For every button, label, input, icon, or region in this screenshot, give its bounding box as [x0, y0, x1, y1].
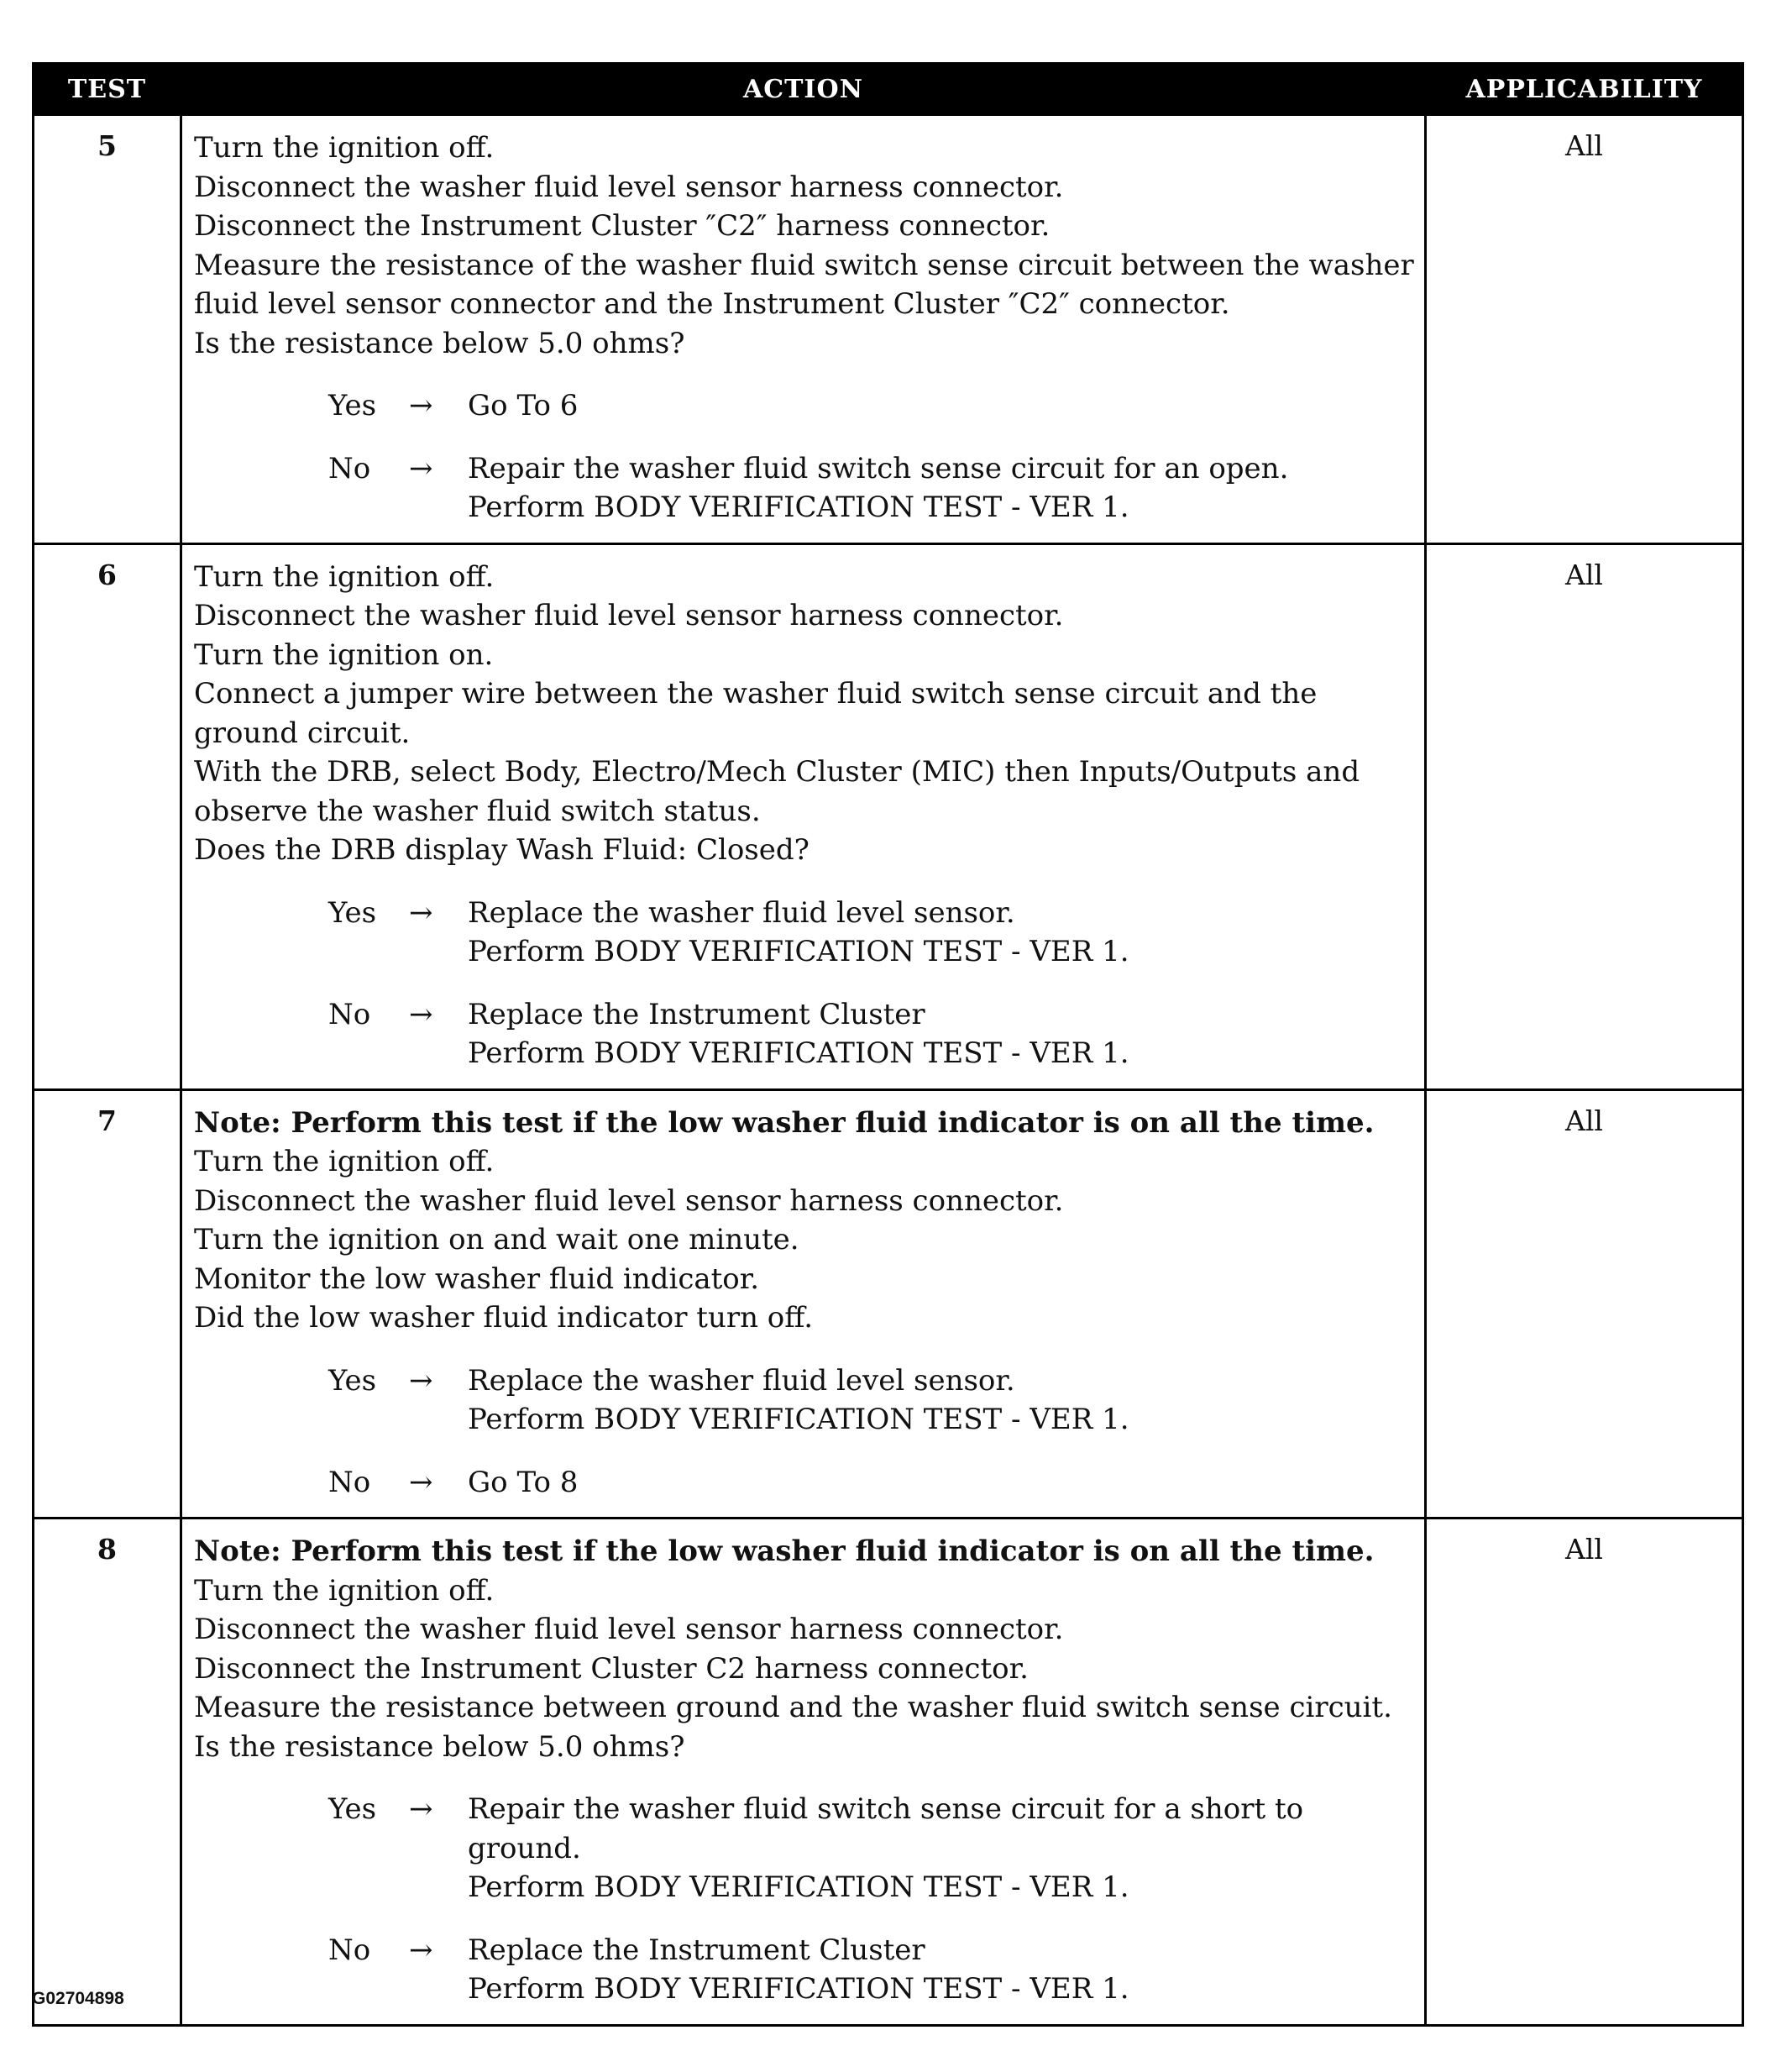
no-outcome — [468, 1463, 1417, 1503]
yes-result — [328, 1790, 1417, 1907]
no-result — [328, 1463, 1417, 1503]
applicability-value: All — [1426, 543, 1743, 1089]
test-number: 8 — [34, 1519, 181, 2026]
outcome-line: Perform BODY VERIFICATION TEST - VER 1. — [468, 1870, 1129, 1904]
yes-result — [328, 894, 1417, 972]
instruction-line: Disconnect the Instrument Cluster C2 harness connector. — [194, 1651, 1029, 1686]
instruction-line: Turn the ignition on and wait one minute. — [194, 1223, 799, 1256]
instruction-line: Disconnect the washer fluid level sensor harness connector. — [194, 599, 1064, 632]
no-label: No — [328, 1933, 371, 1967]
outcome-line: Replace the washer fluid level sensor. — [468, 895, 1015, 930]
test-number: 5 — [34, 115, 181, 544]
instruction-line: Is the resistance below 5.0 ohms? — [194, 326, 685, 360]
yes-outcome — [468, 1361, 1417, 1440]
arrow-icon: → — [409, 1363, 433, 1398]
table-body — [34, 115, 1743, 2026]
instruction-line: Connect a jumper wire between the washer fluid switch sense circuit and the ground circuit. — [194, 677, 1318, 750]
no-outcome — [468, 449, 1417, 527]
instruction-line: Disconnect the washer fluid level sensor harness connector. — [194, 1613, 1064, 1646]
no-label: No — [328, 451, 371, 485]
arrow-icon: → — [409, 1933, 433, 1967]
table-row — [34, 1089, 1743, 1519]
yes-label: Yes — [328, 389, 377, 422]
test-number: 7 — [34, 1089, 181, 1519]
applicability-value: All — [1426, 1089, 1743, 1519]
outcome-line: Perform BODY VERIFICATION TEST - VER 1. — [468, 490, 1129, 524]
test-table — [32, 62, 1744, 2027]
no-result — [328, 449, 1417, 527]
arrow-icon: → — [409, 451, 433, 485]
instruction-line: Disconnect the washer fluid level sensor harness connector. — [194, 170, 1064, 204]
outcome-line: Replace the Instrument Cluster — [468, 997, 925, 1031]
test-number: 6 — [34, 543, 181, 1089]
arrow-icon: → — [409, 389, 433, 422]
instruction-line: Turn the ignition off. — [194, 131, 495, 165]
instruction-line: Turn the ignition on. — [194, 637, 494, 672]
instruction-line: Does the DRB display Wash Fluid: Closed? — [194, 833, 810, 867]
header-applicability: APPLICABILITY — [1426, 64, 1743, 115]
no-result — [328, 1931, 1417, 2009]
header-row — [34, 64, 1743, 115]
outcome-line: Go To 6 — [468, 389, 579, 422]
yes-result — [328, 386, 1417, 426]
yes-outcome — [468, 894, 1417, 972]
arrow-icon: → — [409, 1792, 433, 1826]
instruction-line: Disconnect the washer fluid level sensor harness connector. — [194, 1183, 1064, 1218]
instruction-line: Is the resistance below 5.0 ohms? — [194, 1729, 685, 1764]
note-text: Note: Perform this test if the low washer fluid indicator is on all the time. — [194, 1534, 1375, 1568]
instruction-line: Turn the ignition off. — [194, 1145, 495, 1178]
no-label: No — [328, 1465, 371, 1499]
arrow-icon: → — [409, 895, 433, 930]
action-cell — [181, 1089, 1426, 1519]
outcome-line: Replace the Instrument Cluster — [468, 1933, 925, 1967]
yes-label: Yes — [328, 1363, 377, 1398]
arrow-icon: → — [409, 997, 433, 1031]
figure-id: G02704898 — [32, 1989, 124, 2008]
outcome-line: Perform BODY VERIFICATION TEST - VER 1. — [468, 1036, 1129, 1070]
instruction-line: With the DRB, select Body, Electro/Mech Cluster (MIC) then Inputs/Outputs and observe the washer fluid switch status. — [194, 755, 1360, 828]
outcome-line: Perform BODY VERIFICATION TEST - VER 1. — [468, 1403, 1129, 1436]
note-text: Note: Perform this test if the low washer fluid indicator is on all the time. — [194, 1105, 1375, 1140]
instruction-line: Turn the ignition off. — [194, 1573, 495, 1608]
applicability-value: All — [1426, 115, 1743, 544]
instruction-line: Measure the resistance of the washer fluid switch sense circuit between the washer fluid level sensor connector and the Instrument Cluster ″C2″ connector. — [194, 248, 1414, 321]
instruction-line: Measure the resistance between ground and the washer fluid switch sense circuit. — [194, 1691, 1392, 1724]
yes-label: Yes — [328, 895, 377, 930]
action-cell — [181, 1519, 1426, 2026]
instruction-line: Did the low washer fluid indicator turn off. — [194, 1301, 814, 1335]
table-row — [34, 115, 1743, 544]
no-label: No — [328, 997, 371, 1031]
outcome-line: Go To 8 — [468, 1465, 579, 1499]
outcome-line: Repair the washer fluid switch sense circuit for a short to ground. — [468, 1792, 1304, 1865]
yes-outcome — [468, 1790, 1417, 1907]
no-result — [328, 995, 1417, 1073]
header-test: TEST — [34, 64, 181, 115]
outcome-line: Perform BODY VERIFICATION TEST - VER 1. — [468, 1972, 1129, 2006]
table-row — [34, 1519, 1743, 2026]
instruction-line: Disconnect the Instrument Cluster ″C2″ harness connector. — [194, 209, 1051, 243]
yes-outcome — [468, 386, 1417, 426]
action-cell — [181, 115, 1426, 544]
no-outcome — [468, 995, 1417, 1073]
applicability-value: All — [1426, 1519, 1743, 2026]
yes-label: Yes — [328, 1792, 377, 1826]
outcome-line: Repair the washer fluid switch sense circuit for an open. — [468, 451, 1289, 485]
yes-result — [328, 1361, 1417, 1440]
header-action: ACTION — [181, 64, 1426, 115]
arrow-icon: → — [409, 1465, 433, 1499]
table-row — [34, 543, 1743, 1089]
no-outcome — [468, 1931, 1417, 2009]
outcome-line: Replace the washer fluid level sensor. — [468, 1363, 1015, 1398]
instruction-line: Turn the ignition off. — [194, 559, 495, 594]
outcome-line: Perform BODY VERIFICATION TEST - VER 1. — [468, 935, 1129, 968]
action-cell — [181, 543, 1426, 1089]
instruction-line: Monitor the low washer fluid indicator. — [194, 1262, 760, 1296]
